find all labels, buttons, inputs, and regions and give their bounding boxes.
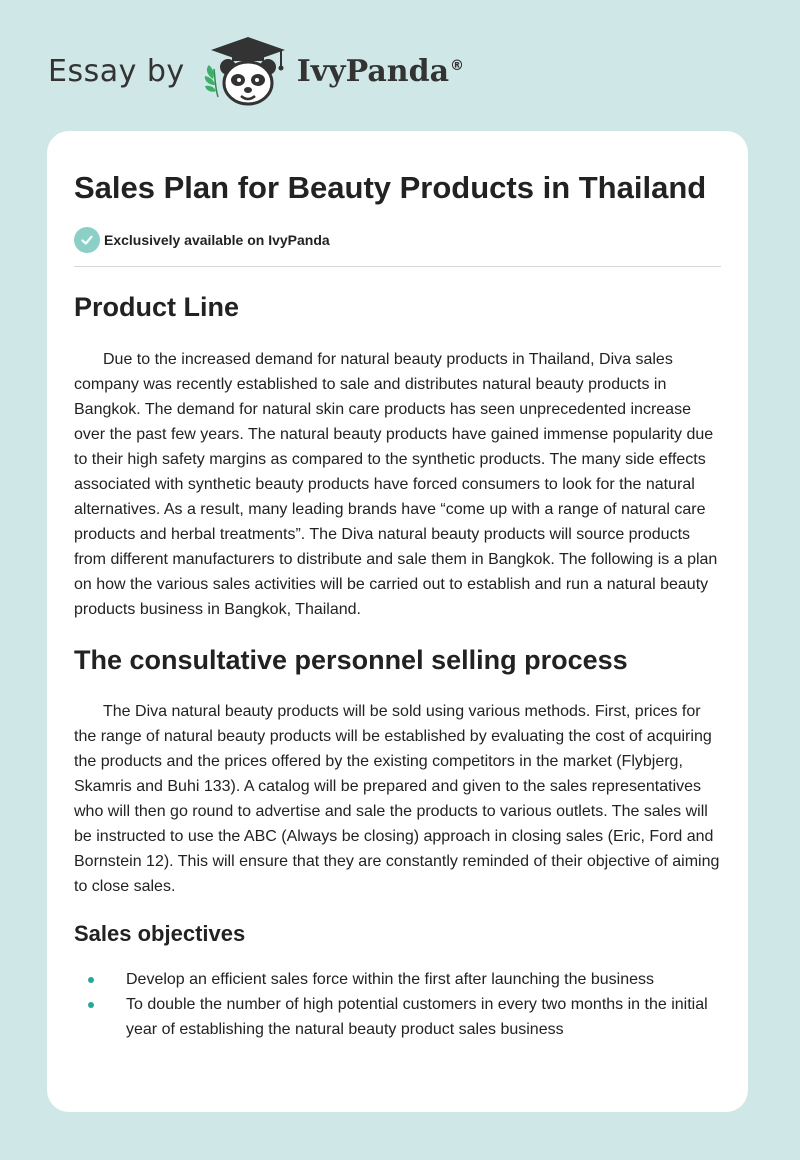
section-sales-objectives xyxy=(74,920,721,1042)
section-heading: Sales objectives xyxy=(74,921,246,946)
section-heading: The consultative personnel selling process xyxy=(74,645,628,675)
section-heading: Product Line xyxy=(74,292,240,322)
list-item xyxy=(74,992,721,1042)
exclusive-badge xyxy=(74,227,721,267)
bullet-icon xyxy=(88,1002,94,1008)
article-title: Sales Plan for Beauty Products in Thailand xyxy=(74,170,707,205)
section-product-line xyxy=(74,290,721,622)
list-item xyxy=(74,967,721,992)
section-selling-process xyxy=(74,643,721,899)
brand-name: IvyPanda® xyxy=(296,53,465,89)
site-brand[interactable] xyxy=(48,36,464,106)
list-item-text: Develop an efficient sales force within the first after launching the business xyxy=(126,971,654,988)
section-paragraph: The Diva natural beauty products will be sold using various methods. First, prices for the range of natural beauty products will be established by evaluating the cost of acquiring the products and the prices offered by the existing competitors in the market (Flybjerg, Skamris and Buhi 133). A catalog will be prepared and given to the sales representatives who will then go round to advertise and sale the products to various outlets. The sales will be instructed to use the ABC (Always be closing) approach in closing sales (Eric, Ford and Bornstein 12). This will ensure that they are constantly reminded of their objective of aiming to close sales. xyxy=(74,703,720,895)
objectives-list xyxy=(74,967,721,1042)
bullet-icon xyxy=(88,977,94,983)
panda-graduate-icon xyxy=(201,35,295,107)
list-item-text: To double the number of high potential customers in every two months in the initial year of establishing the natural beauty product sales business xyxy=(126,996,708,1038)
brand-prefix: Essay by xyxy=(48,53,185,89)
check-icon xyxy=(74,227,100,253)
section-paragraph: Due to the increased demand for natural beauty products in Thailand, Diva sales company was recently established to sale and distributes natural beauty products in Bangkok. The demand for natural skin care products has seen unprecedented increase over the past few years. The natural beauty products have gained immense popularity due to their high safety margins as compared to the synthetic products. The many side effects associated with synthetic beauty products have forced consumers to look for the natural alternatives. As a result, many leading brands have “come up with a range of natural care products and herbal treatments”. The Diva natural beauty products will source products from different manufacturers to distribute and sale them in Bangkok. The following is a plan on how the various sales activities will be carried out to establish and run a natural beauty products business in Bangkok, Thailand. xyxy=(74,351,718,618)
registered-mark: ® xyxy=(450,57,465,74)
article-card xyxy=(47,131,748,1112)
exclusive-label: Exclusively available on IvyPanda xyxy=(104,232,330,248)
